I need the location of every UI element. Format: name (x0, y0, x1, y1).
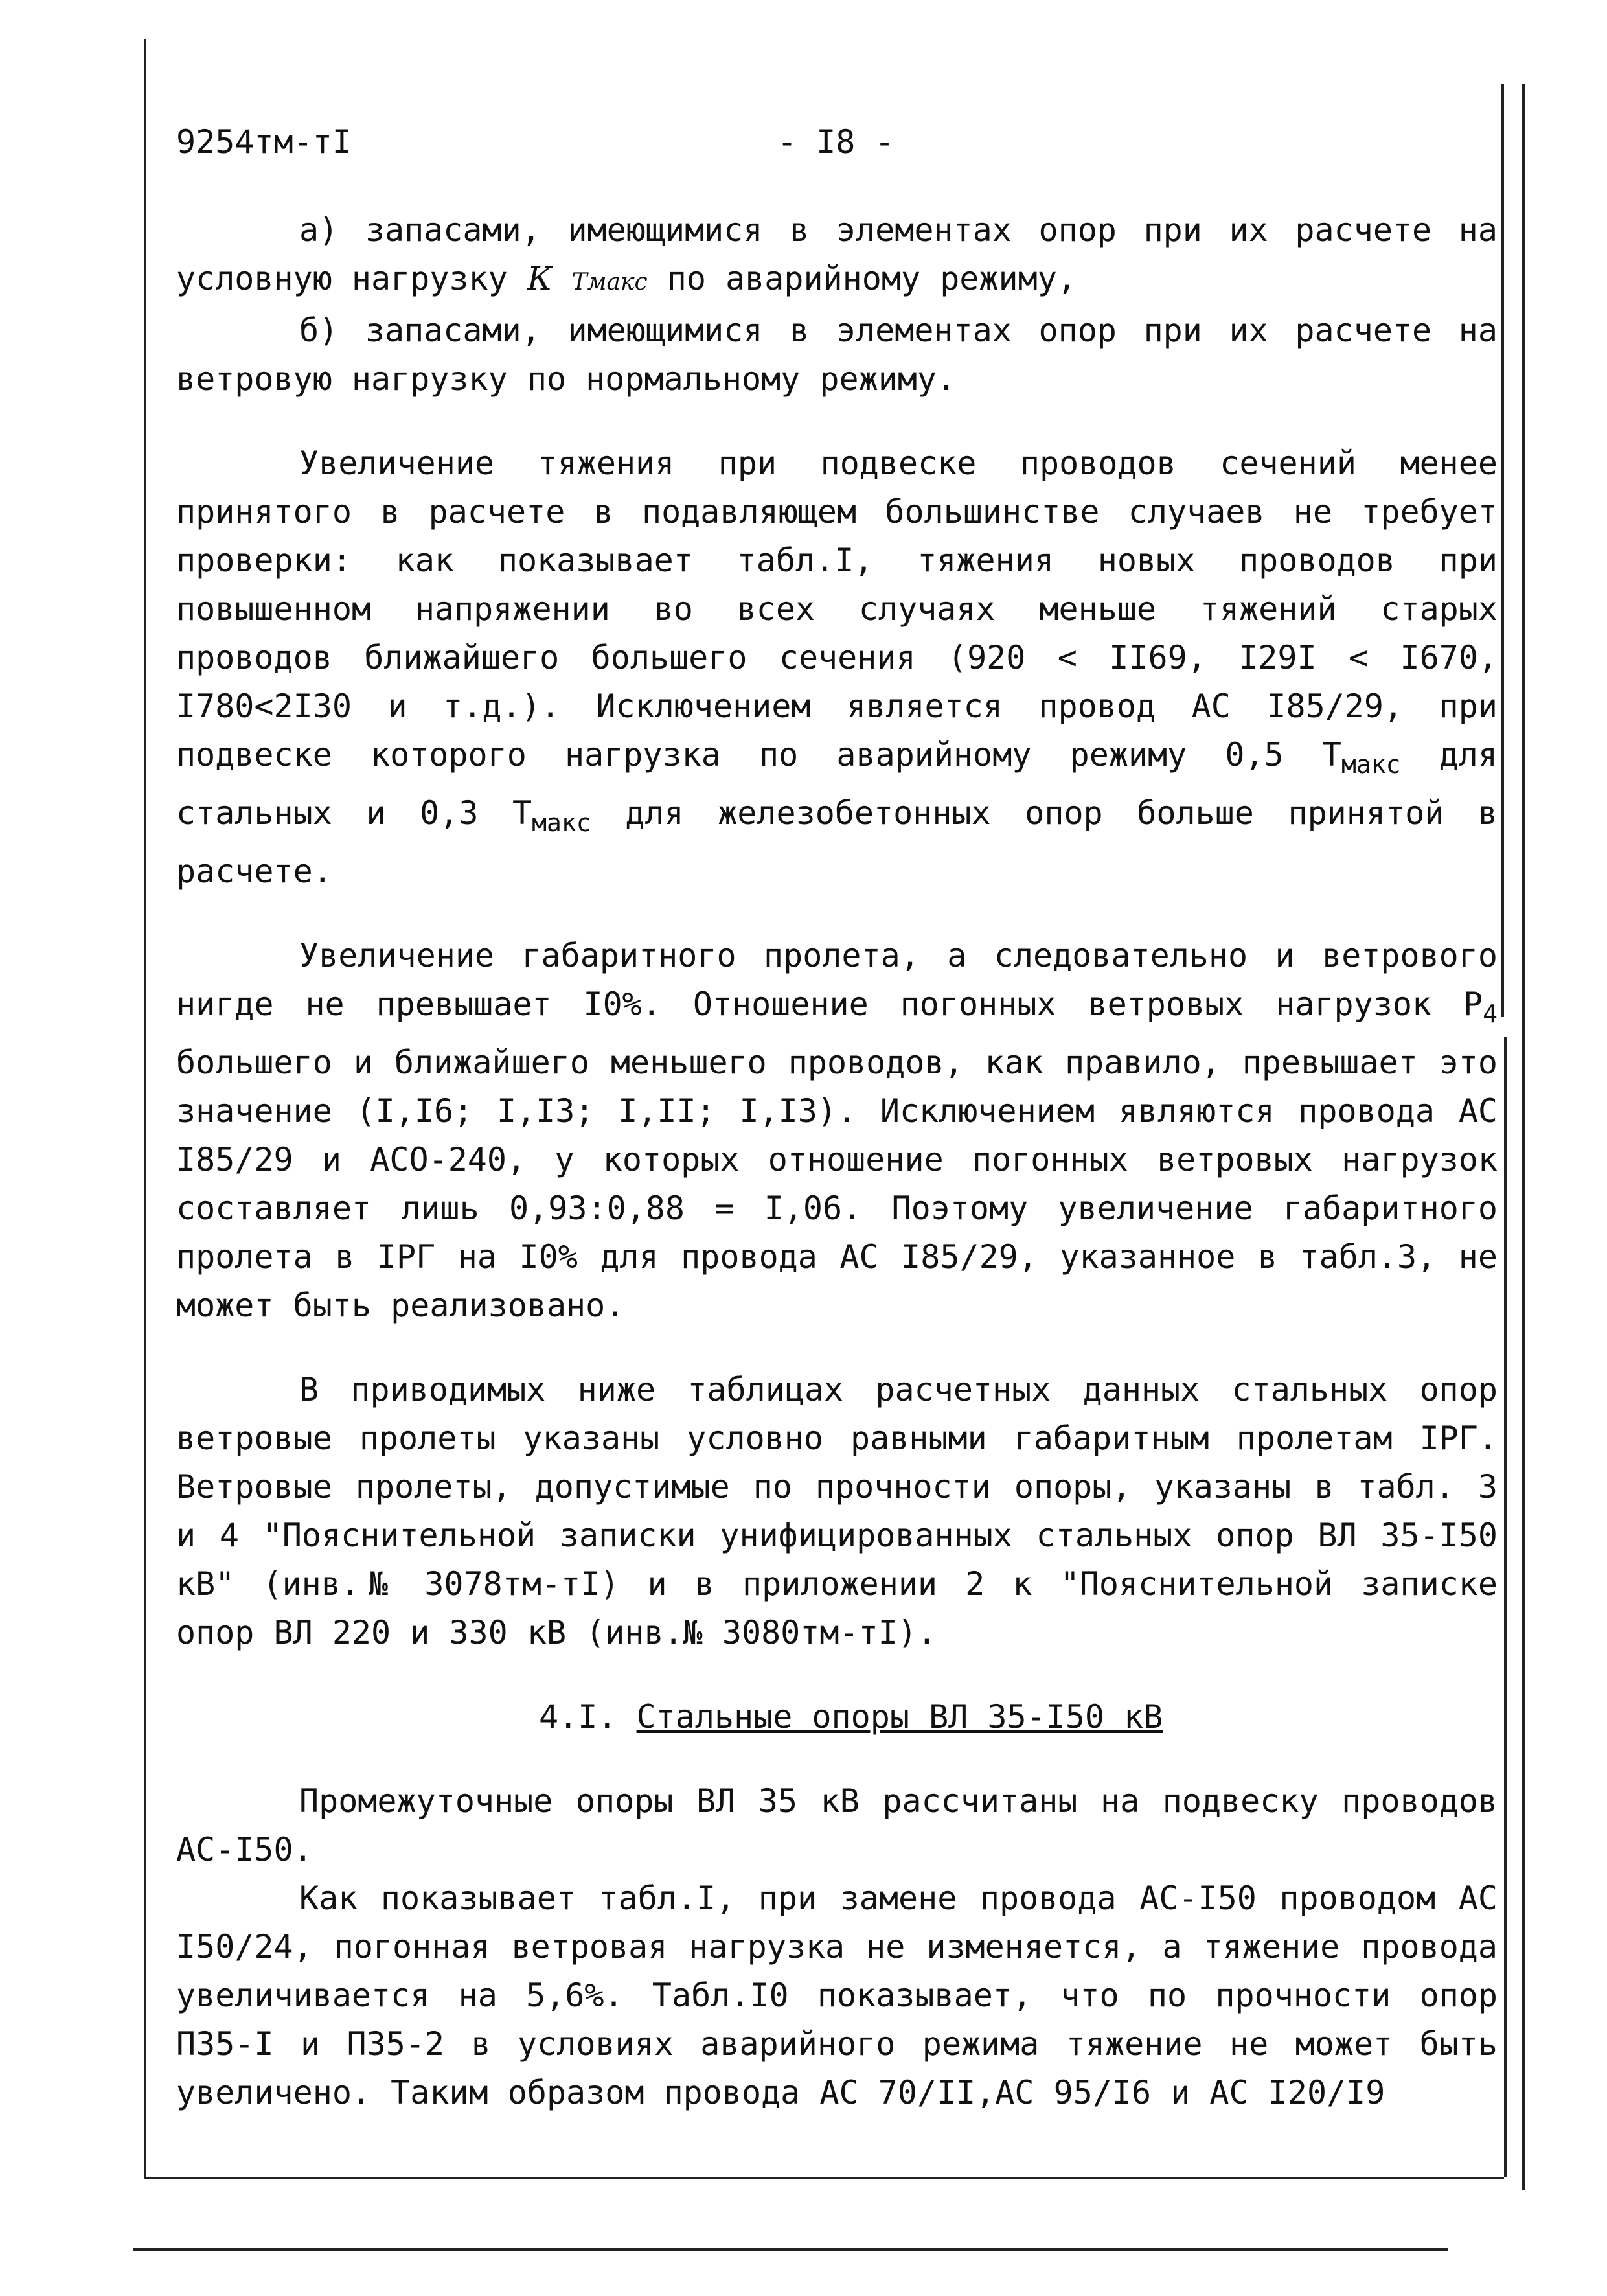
paragraph-wire-replacement: Как показывает табл.I, при замене провода АС-I50 проводом АС I50/24, погонная ветровая нагрузка не изменяется, а тяжение провода увеличивается на 5,6%. Табл.I0 показывает, что по прочности опор П35-I и П35-2 в условиях аварийного режима тяжение не может быть увеличено. Таким образом провода АС 70/II,АС 95/I6 и АС I20/I9 (176, 1879, 1498, 2111)
paragraph-wind-spans: В приводимых ниже таблицах расчетных данных стальных опор ветровые пролеты указаны условно равными габаритным пролетам IРГ. Ветровые пролеты, допустимые по прочности опоры, указаны в табл. 3 и 4 "Пояснительной записки унифицированных стальных опор ВЛ 35-I50 кВ" (инв.№ 3078тм-тI) и в приложении 2 к "Пояснительной записке опор ВЛ 220 и 330 кВ (инв.№ 3080тм-тI). (176, 1371, 1498, 1651)
frame-left-border (144, 39, 146, 2177)
page-number: - I8 - (777, 123, 895, 161)
paragraph-intermediate-supports: Промежуточные опоры ВЛ 35 кВ рассчитаны на подвеску проводов АС-I50. (176, 1782, 1498, 1868)
frame-right-border-upper (1501, 84, 1504, 1017)
document-body (176, 206, 1498, 2117)
paragraph-tension-increase: Увеличение тяжения при подвеске проводов сечений менее принятого в расчете в подавляющем большинстве случаев не требует проверки: как показывает табл.I, тяжения новых проводов при повышенном напряжении во всех случаях меньше тяжений старых проводов ближайшего большего сечения (920 < II69, I29I < I670, I780<2I30 и т.д.). Исключением является провод АС I85/29, при подвеске которого нагрузка по аварийному режиму 0,5 $Т_{макс}$ для стальных и 0,3 $Т_{макс}$ для железобетонных опор больше принятой в расчете. (176, 444, 1498, 890)
frame-bottom-outer-border (133, 2248, 1448, 2251)
section-title: Стальные опоры ВЛ 35-I50 кВ (636, 1698, 1163, 1736)
frame-right-outer-border (1522, 84, 1525, 2190)
frame-bottom-border (144, 2177, 1504, 2179)
document-code: 9254тм-тI (176, 123, 352, 161)
frame-right-border-lower (1504, 1037, 1507, 2177)
paragraph-span-increase: Увеличение габаритного пролета, а следовательно и ветрового нигде не превышает I0%. Отношение погонных ветровых нагрузок $Р_4$ большего и ближайшего меньшего проводов, как правило, превышает это значение (I,I6; I,I3; I,II; I,I3). Исключением являются провода АС I85/29 и АСО-240, у которых отношение погонных ветровых нагрузок составляет лишь 0,93:0,88 = I,06. Поэтому увеличение габаритного пролета в IРГ на I0% для провода АС I85/29, указанное в табл.3, не может быть реализовано. (176, 937, 1498, 1324)
list-item-a: а) запасами, имеющимися в элементах опор при их расчете на условную нагрузку К Тмакс по аварийному режиму, (176, 211, 1498, 297)
section-heading: 4.I. Стальные опоры ВЛ 35-I50 кВ (539, 1698, 1163, 1736)
list-item-b: б) запасами, имеющимися в элементах опор при их расчете на ветровую нагрузку по нормальному режиму. (176, 312, 1498, 398)
